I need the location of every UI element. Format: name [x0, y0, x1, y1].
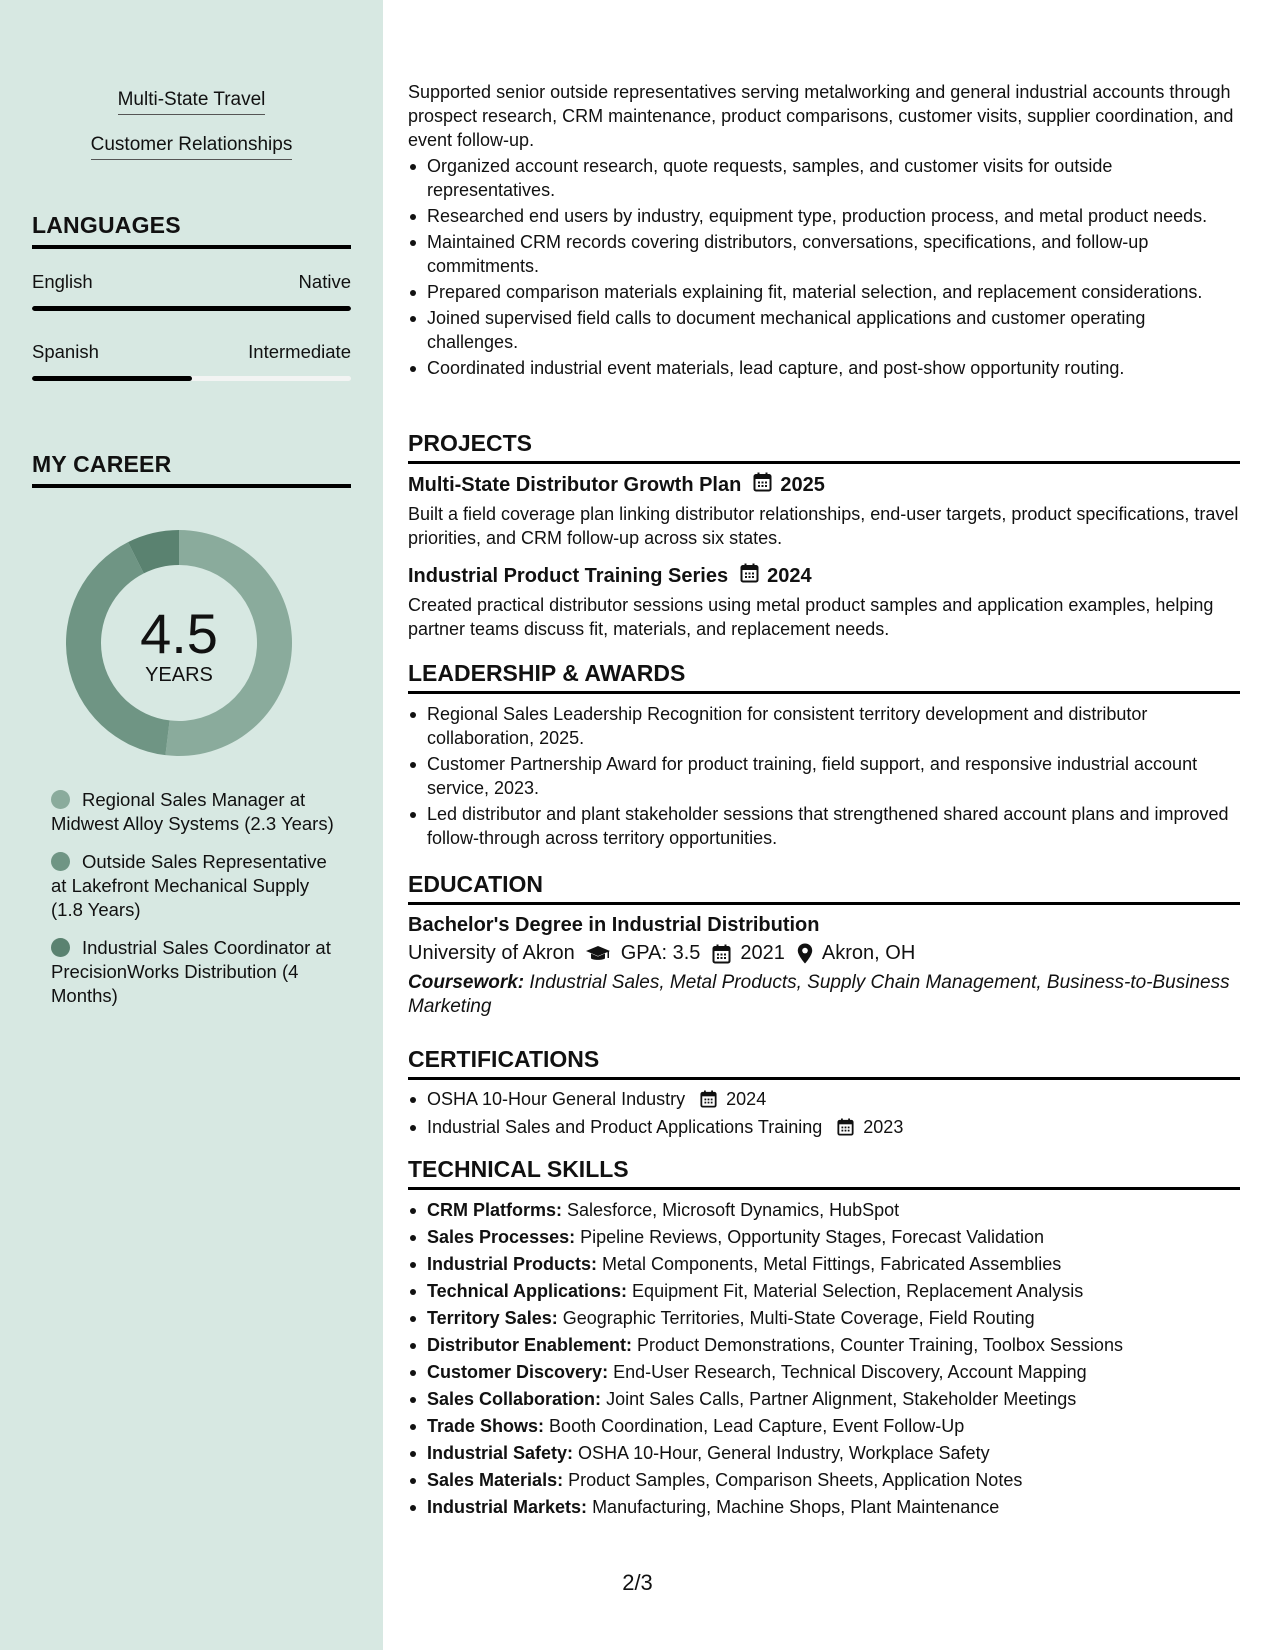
- skill-item: [408, 1468, 1240, 1492]
- calendar-icon: [700, 1090, 717, 1108]
- calendar-icon: [837, 1118, 854, 1136]
- language-row-spanish: [32, 341, 351, 363]
- legend-dot: [51, 790, 70, 809]
- career-role-text: Industrial Sales Coordinator at PrecisionWorks Distribution (4 Months): [51, 937, 331, 1006]
- certifications-section: [408, 1046, 1240, 1139]
- projects-section: [408, 430, 1240, 641]
- skill-item: [408, 1252, 1240, 1276]
- education-gpa: GPA: 3.5: [620, 942, 701, 964]
- skill-label: Customer Discovery:: [427, 1362, 609, 1382]
- skill-value: Joint Sales Calls, Partner Alignment, Stakeholder Meetings: [606, 1389, 1077, 1409]
- education-section: [408, 871, 1240, 1019]
- experience-bullet: Prepared comparison materials explaining fit, material selection, and replacement considerations.: [408, 280, 1240, 304]
- leadership-list: [408, 702, 1240, 850]
- skill-value: Metal Components, Metal Fittings, Fabricated Assemblies: [602, 1254, 1062, 1274]
- skill-label: CRM Platforms:: [427, 1200, 563, 1220]
- language-proficiency-bar: [32, 376, 351, 381]
- skill-value: OSHA 10-Hour, General Industry, Workplace Safety: [578, 1443, 990, 1463]
- skill-label: Territory Sales:: [427, 1308, 558, 1328]
- calendar-icon: [753, 472, 772, 498]
- legend-dot: [51, 938, 70, 957]
- skill-value: Equipment Fit, Material Selection, Replacement Analysis: [632, 1281, 1084, 1301]
- project-title: Multi-State Distributor Growth Plan: [408, 473, 742, 496]
- experience-bullet: Researched end users by industry, equipment type, production process, and metal product needs.: [408, 204, 1240, 228]
- career-role-item: [51, 936, 341, 1008]
- calendar-icon: [712, 944, 731, 964]
- skill-value: Manufacturing, Machine Shops, Plant Maintenance: [592, 1497, 1000, 1517]
- skill-label: Sales Processes:: [427, 1227, 576, 1247]
- skills-heading: TECHNICAL SKILLS: [408, 1156, 1240, 1190]
- certifications-heading: CERTIFICATIONS: [408, 1046, 1240, 1080]
- projects-heading: PROJECTS: [408, 430, 1240, 464]
- skills-list: [408, 1198, 1240, 1519]
- career-role-item: [51, 788, 341, 836]
- page-number: 2/3: [622, 1570, 653, 1595]
- project-description: Created practical distributor sessions using metal product samples and application examples, helping partner teams discuss fit, materials, and replacement needs.: [408, 595, 1214, 639]
- education-coursework: [408, 971, 1240, 1019]
- leadership-item: Customer Partnership Award for product training, field support, and responsive industrial account service, 2023.: [408, 752, 1240, 800]
- coursework-label: Coursework:: [408, 972, 525, 993]
- experience-bullet: Maintained CRM records covering distributors, conversations, specifications, and follow-up commitments.: [408, 230, 1240, 278]
- interest-tags: [0, 88, 383, 178]
- coursework-list: Industrial Sales, Metal Products, Supply Chain Management, Business-to-Business Marketing: [408, 972, 1230, 1017]
- certification-item: [408, 1087, 1240, 1111]
- skill-item: [408, 1387, 1240, 1411]
- skills-section: [408, 1156, 1240, 1519]
- certification-name: OSHA 10-Hour General Industry: [427, 1089, 686, 1109]
- career-role-text: Regional Sales Manager at Midwest Alloy Systems (2.3 Years): [51, 789, 334, 834]
- project-description: Built a field coverage plan linking distributor relationships, end-user targets, product specifications, travel priorities, and CRM follow-up across six states.: [408, 504, 1239, 548]
- career-role-item: [51, 850, 341, 922]
- skill-value: Pipeline Reviews, Opportunity Stages, Forecast Validation: [580, 1227, 1045, 1247]
- career-total-years: 4.5: [140, 602, 218, 665]
- certification-name: Industrial Sales and Product Applications Training: [427, 1117, 823, 1137]
- skill-value: Salesforce, Microsoft Dynamics, HubSpot: [567, 1200, 900, 1220]
- certification-year: 2024: [726, 1089, 767, 1109]
- leadership-item: Regional Sales Leadership Recognition for consistent territory development and distributor collaboration, 2025.: [408, 702, 1240, 750]
- experience-bullet: Organized account research, quote requests, samples, and customer visits for outside representatives.: [408, 154, 1240, 202]
- experience-continued: [408, 80, 1240, 380]
- experience-bullets: [408, 154, 1240, 380]
- skill-item: [408, 1495, 1240, 1519]
- project-title: Industrial Product Training Series: [408, 564, 729, 587]
- career-heading: MY CAREER: [32, 451, 351, 488]
- languages-heading: LANGUAGES: [32, 212, 351, 249]
- language-name: English: [32, 271, 93, 292]
- skill-item: [408, 1279, 1240, 1303]
- skill-label: Sales Collaboration:: [427, 1389, 602, 1409]
- leadership-item: Led distributor and plant stakeholder sessions that strengthened shared account plans and improved follow-through across territory opportunities.: [408, 802, 1240, 850]
- tag-multi-state-travel: Multi-State Travel: [118, 88, 266, 115]
- project-title-row: [408, 472, 1240, 498]
- skill-value: Geographic Territories, Multi-State Coverage, Field Routing: [562, 1308, 1035, 1328]
- leadership-heading: LEADERSHIP & AWARDS: [408, 660, 1240, 694]
- skill-label: Distributor Enablement:: [427, 1335, 633, 1355]
- skill-item: [408, 1414, 1240, 1438]
- language-proficiency-fill: [32, 306, 351, 311]
- experience-bullet: Joined supervised field calls to document mechanical applications and customer operating challenges.: [408, 306, 1240, 354]
- skill-label: Trade Shows:: [427, 1416, 545, 1436]
- career-donut-chart: [64, 528, 294, 758]
- skill-item: [408, 1306, 1240, 1330]
- experience-summary: Supported senior outside representatives serving metalworking and general industrial accounts through prospect research, CRM maintenance, product comparisons, customer visits, supplier coordination, and event follow-up.: [408, 82, 1234, 150]
- language-level: Native: [298, 271, 351, 292]
- education-location: Akron, OH: [821, 942, 916, 964]
- certifications-list: [408, 1087, 1240, 1139]
- skill-label: Sales Materials:: [427, 1470, 564, 1490]
- graduation-cap-icon: [585, 945, 611, 963]
- skill-label: Industrial Safety:: [427, 1443, 574, 1463]
- skill-item: [408, 1360, 1240, 1384]
- sidebar: [0, 0, 383, 1650]
- leadership-section: [408, 660, 1240, 850]
- skill-item: [408, 1333, 1240, 1357]
- skill-value: End-User Research, Technical Discovery, Account Mapping: [613, 1362, 1087, 1382]
- skill-label: Industrial Markets:: [427, 1497, 588, 1517]
- language-row-english: [32, 271, 351, 293]
- languages-section: [32, 212, 351, 381]
- skill-label: Industrial Products:: [427, 1254, 598, 1274]
- main-content: [408, 0, 1240, 1650]
- skill-item: [408, 1225, 1240, 1249]
- certification-year: 2023: [863, 1117, 904, 1137]
- legend-dot: [51, 852, 70, 871]
- experience-bullet: Coordinated industrial event materials, lead capture, and post-show opportunity routing.: [408, 356, 1240, 380]
- language-proficiency-fill: [32, 376, 192, 381]
- language-name: Spanish: [32, 341, 99, 362]
- skill-label: Technical Applications:: [427, 1281, 628, 1301]
- education-details: [408, 942, 1240, 965]
- education-school: University of Akron: [408, 942, 575, 964]
- skill-value: Booth Coordination, Lead Capture, Event Follow-Up: [549, 1416, 965, 1436]
- skill-item: [408, 1441, 1240, 1465]
- skill-value: Product Samples, Comparison Sheets, Application Notes: [568, 1470, 1023, 1490]
- project-title-row: [408, 563, 1240, 589]
- location-pin-icon: [797, 943, 813, 964]
- career-section: [32, 451, 351, 488]
- education-degree: Bachelor's Degree in Industrial Distribution: [408, 914, 820, 936]
- calendar-icon: [740, 563, 759, 589]
- career-roles-list: [51, 788, 341, 1022]
- career-role-text: Outside Sales Representative at Lakefront Mechanical Supply (1.8 Years): [51, 851, 327, 920]
- project-year: 2024: [767, 564, 812, 587]
- education-heading: EDUCATION: [408, 871, 1240, 905]
- career-total-unit: YEARS: [145, 664, 213, 686]
- skill-item: [408, 1198, 1240, 1222]
- language-level: Intermediate: [248, 341, 351, 362]
- project-year: 2025: [780, 473, 825, 496]
- language-proficiency-bar: [32, 306, 351, 311]
- tag-customer-relationships: Customer Relationships: [91, 133, 293, 160]
- certification-item: [408, 1115, 1240, 1139]
- education-year: 2021: [740, 942, 785, 964]
- skill-value: Product Demonstrations, Counter Training, Toolbox Sessions: [637, 1335, 1123, 1355]
